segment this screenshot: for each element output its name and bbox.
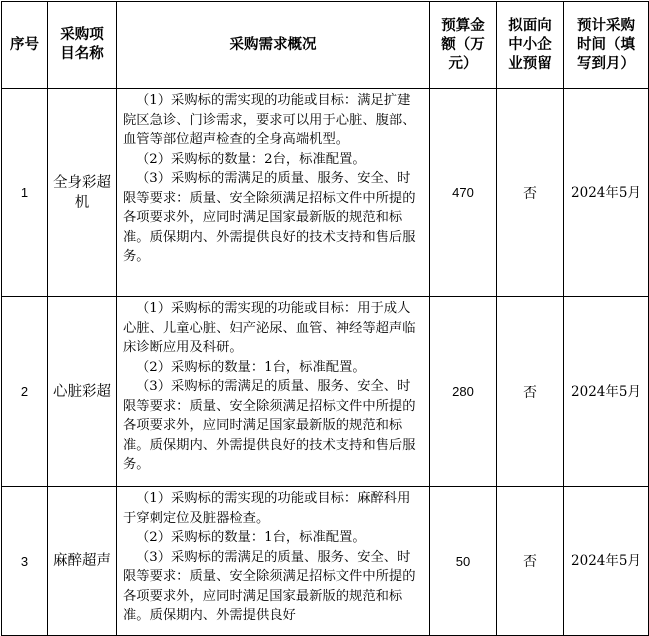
row-budget: 50 bbox=[430, 487, 497, 636]
desc-item-function: （1）采购标的需实现的功能或目标：麻醉科用于穿刺定位及脏器检查。 bbox=[123, 491, 411, 526]
header-summary: 采购需求概况 bbox=[117, 2, 430, 89]
row-time: 2024年5月 bbox=[564, 89, 649, 297]
desc-item-quantity: （2）采购标的数量：1台，标准配置。 bbox=[136, 530, 366, 545]
row-seq: 2 bbox=[2, 297, 48, 487]
desc-item-function: （1）采购标的需实现的功能或目标：满足扩建院区急诊、门诊需求，要求可以用于心脏、腹部、血管等部位超声检查的全身高端机型。 bbox=[123, 93, 416, 147]
header-name: 采购项目名称 bbox=[48, 2, 117, 89]
row-budget: 280 bbox=[430, 297, 497, 487]
row-time: 2024年5月 bbox=[564, 297, 649, 487]
table-row bbox=[2, 297, 649, 487]
header-budget: 预算金额（万元） bbox=[430, 2, 497, 89]
desc-item-requirements: （3）采购标的需满足的质量、服务、安全、时限等要求：质量、安全除须满足招标文件中所提的各项要求外，应同时满足国家最新版的规范和标准。质保期内、外需提供良好的技术支持和售后服务。 bbox=[123, 379, 416, 472]
header-row bbox=[2, 2, 649, 89]
table-row bbox=[2, 89, 649, 297]
desc-item-requirements: （3）采购标的需满足的质量、服务、安全、时限等要求：质量、安全除须满足招标文件中所提的各项要求外，应同时满足国家最新版的规范和标准。质保期内、外需提供良好的技术支持和售后服务。 bbox=[123, 171, 416, 264]
row-seq: 3 bbox=[2, 487, 48, 636]
header-sme: 拟面向中小企业预留 bbox=[497, 2, 564, 89]
row-sme: 否 bbox=[497, 297, 564, 487]
row-sme: 否 bbox=[497, 487, 564, 636]
row-desc bbox=[117, 487, 430, 636]
row-name: 心脏彩超 bbox=[48, 297, 117, 487]
header-seq: 序号 bbox=[2, 2, 48, 89]
row-seq: 1 bbox=[2, 89, 48, 297]
row-name: 麻醉超声 bbox=[48, 487, 117, 636]
row-desc bbox=[117, 89, 430, 297]
desc-item-quantity: （2）采购标的数量：1台，标准配置。 bbox=[136, 359, 366, 375]
table-row bbox=[2, 487, 649, 636]
row-sme: 否 bbox=[497, 89, 564, 297]
row-budget: 470 bbox=[430, 89, 497, 297]
row-time: 2024年5月 bbox=[564, 487, 649, 636]
header-time: 预计采购时间（填写到月） bbox=[564, 2, 649, 89]
row-name: 全身彩超机 bbox=[48, 89, 117, 297]
desc-item-function: （1）采购标的需实现的功能或目标：用于成人心脏、儿童心脏、妇产泌尿、血管、神经等超声临床诊断应用及科研。 bbox=[123, 301, 416, 355]
procurement-table bbox=[1, 1, 649, 636]
desc-item-quantity: （2）采购标的数量：2台，标准配置。 bbox=[136, 151, 366, 167]
row-desc bbox=[117, 297, 430, 487]
desc-item-requirements: （3）采购标的需满足的质量、服务、安全、时限等要求：质量、安全除须满足招标文件中所提的各项要求外，应同时满足国家最新版的规范和标准。质保期内、外需提供良好 bbox=[123, 549, 416, 623]
